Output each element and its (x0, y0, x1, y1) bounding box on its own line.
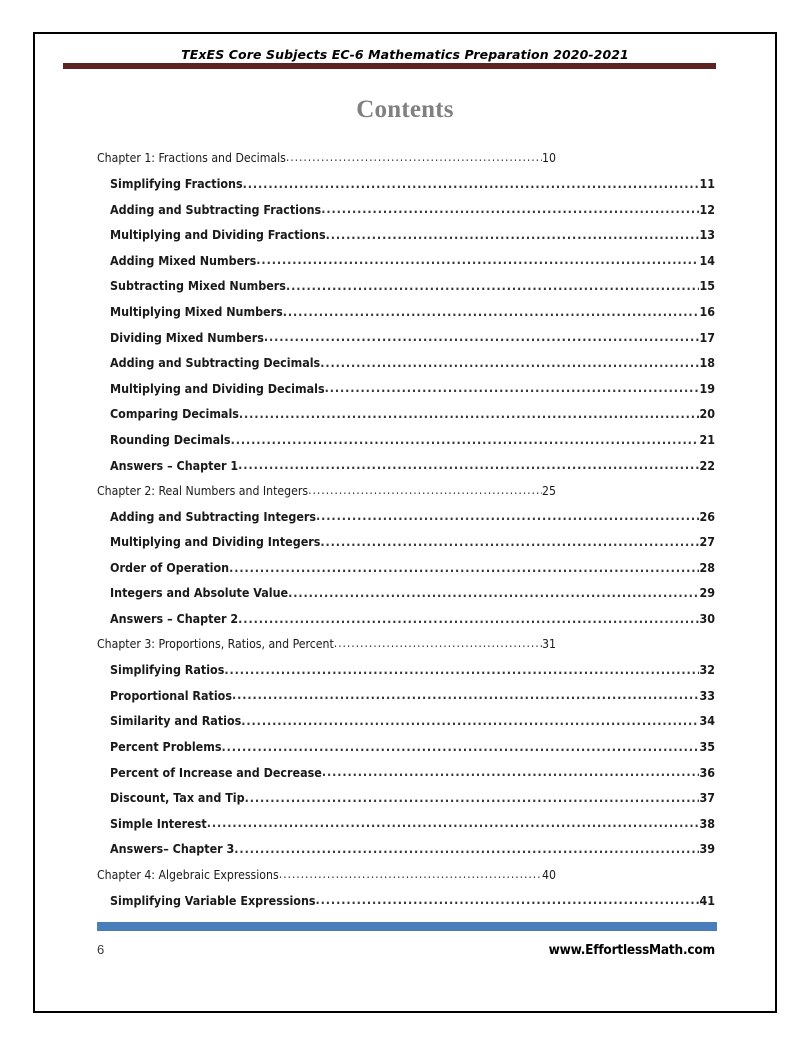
toc-entry-title: Chapter 1: Fractions and Decimals (97, 151, 286, 166)
toc-entry-title: Simple Interest (110, 815, 207, 831)
toc-section-entry[interactable] (35, 611, 775, 637)
toc-entry-title: Dividing Mixed Numbers (110, 329, 264, 345)
toc-entry-page-number: 36 (699, 764, 715, 780)
toc-entry-page-number: 25 (542, 483, 556, 498)
toc-entry-title: Answers– Chapter 3 (110, 841, 235, 857)
toc-entry-title: Adding and Subtracting Decimals (110, 355, 321, 371)
toc-section-entry[interactable] (35, 892, 775, 918)
toc-entry-page-number: 30 (699, 611, 715, 627)
toc-dot-leader (224, 662, 699, 674)
toc-entry-page-number: 41 (699, 892, 715, 908)
toc-dot-leader (286, 150, 542, 162)
toc-section-entry[interactable] (35, 662, 775, 688)
toc-section-entry[interactable] (35, 252, 775, 278)
toc-dot-leader (316, 892, 700, 904)
toc-section-entry[interactable] (35, 329, 775, 355)
toc-entry-page-number: 27 (699, 534, 715, 550)
toc-section-entry[interactable] (35, 304, 775, 330)
toc-entry-title: Multiplying and Dividing Fractions (110, 227, 326, 243)
toc-entry-title: Comparing Decimals (110, 406, 239, 422)
toc-section-entry[interactable] (35, 585, 775, 611)
toc-chapter-entry[interactable] (35, 867, 775, 893)
toc-entry-title: Rounding Decimals (110, 431, 231, 447)
toc-entry-title: Simplifying Ratios (110, 662, 225, 678)
page-footer (35, 942, 775, 972)
footer-divider-rule (97, 922, 717, 931)
toc-dot-leader (232, 687, 700, 699)
toc-dot-leader (207, 815, 700, 827)
header-divider-rule (63, 63, 716, 69)
toc-entry-title: Answers – Chapter 1 (110, 457, 239, 473)
toc-section-entry[interactable] (35, 176, 775, 202)
toc-dot-leader (264, 329, 700, 341)
toc-entry-title: Multiplying and Dividing Integers (110, 534, 321, 550)
toc-entry-title: Subtracting Mixed Numbers (110, 278, 286, 294)
toc-section-entry[interactable] (35, 355, 775, 381)
toc-entry-title: Similarity and Ratios (110, 713, 242, 729)
toc-dot-leader (308, 483, 542, 495)
toc-dot-leader (238, 611, 699, 623)
toc-entry-title: Adding and Subtracting Integers (110, 508, 317, 524)
toc-entry-page-number: 16 (699, 303, 715, 319)
toc-dot-leader (286, 278, 700, 290)
toc-entry-page-number: 39 (699, 841, 715, 857)
toc-entry-page-number: 14 (699, 252, 715, 268)
toc-section-entry[interactable] (35, 815, 775, 841)
toc-dot-leader (234, 841, 699, 853)
toc-dot-leader (245, 790, 700, 802)
toc-dot-leader (256, 252, 699, 264)
toc-entry-page-number: 31 (542, 637, 556, 652)
toc-dot-leader (222, 739, 700, 751)
toc-entry-title: Proportional Ratios (110, 687, 232, 703)
toc-entry-page-number: 38 (699, 815, 715, 831)
toc-entry-title: Adding Mixed Numbers (110, 252, 257, 268)
toc-entry-title: Chapter 3: Proportions, Ratios, and Percent (97, 637, 334, 652)
toc-dot-leader (326, 227, 700, 239)
toc-entry-page-number: 37 (699, 790, 715, 806)
toc-section-entry[interactable] (35, 739, 775, 765)
toc-dot-leader (229, 560, 699, 572)
toc-entry-title: Multiplying Mixed Numbers (110, 303, 283, 319)
footer-page-number: 6 (97, 942, 105, 957)
toc-entry-page-number: 18 (699, 355, 715, 371)
toc-entry-page-number: 34 (699, 713, 715, 729)
toc-entry-title: Chapter 2: Real Numbers and Integers (97, 483, 309, 498)
toc-section-entry[interactable] (35, 764, 775, 790)
toc-section-entry[interactable] (35, 457, 775, 483)
toc-dot-leader (334, 636, 542, 648)
toc-entry-page-number: 19 (699, 380, 715, 396)
toc-entry-page-number: 21 (699, 431, 715, 447)
toc-dot-leader (279, 867, 542, 879)
page-title: Contents (356, 96, 454, 123)
toc-entry-page-number: 20 (699, 406, 715, 422)
toc-dot-leader (321, 201, 699, 213)
toc-entry-title: Simplifying Fractions (110, 175, 243, 191)
toc-section-entry[interactable] (35, 508, 775, 534)
toc-section-entry[interactable] (35, 432, 775, 458)
toc-dot-leader (316, 508, 699, 520)
toc-chapter-entry[interactable] (35, 483, 775, 509)
toc-dot-leader (241, 713, 699, 725)
toc-entry-title: Percent Problems (110, 739, 222, 755)
toc-dot-leader (239, 406, 700, 418)
toc-section-entry[interactable] (35, 790, 775, 816)
toc-entry-page-number: 32 (699, 662, 715, 678)
toc-section-entry[interactable] (35, 227, 775, 253)
toc-dot-leader (243, 176, 700, 188)
toc-section-entry[interactable] (35, 380, 775, 406)
toc-entry-title: Simplifying Variable Expressions (110, 892, 316, 908)
toc-dot-leader (320, 534, 699, 546)
toc-entry-title: Percent of Increase and Decrease (110, 764, 322, 780)
toc-dot-leader (320, 355, 699, 367)
toc-dot-leader (283, 304, 700, 316)
running-header (35, 46, 775, 64)
toc-dot-leader (288, 585, 699, 597)
toc-entry-title: Discount, Tax and Tip (110, 790, 245, 806)
toc-dot-leader (322, 764, 700, 776)
toc-entry-page-number: 35 (699, 739, 715, 755)
toc-entry-title: Adding and Subtracting Fractions (110, 201, 322, 217)
toc-entry-page-number: 40 (542, 867, 556, 882)
document-page (33, 32, 777, 1013)
toc-entry-page-number: 33 (699, 687, 715, 703)
toc-entry-title: Answers – Chapter 2 (110, 611, 239, 627)
toc-section-entry[interactable] (35, 201, 775, 227)
toc-entry-page-number: 22 (699, 457, 715, 473)
table-of-contents (35, 150, 775, 918)
toc-entry-page-number: 28 (699, 559, 715, 575)
toc-entry-page-number: 15 (699, 278, 715, 294)
toc-entry-title: Integers and Absolute Value (110, 585, 289, 601)
toc-section-entry[interactable] (35, 278, 775, 304)
toc-entry-page-number: 12 (699, 201, 715, 217)
toc-dot-leader (238, 457, 699, 469)
toc-entry-page-number: 17 (699, 329, 715, 345)
toc-section-entry[interactable] (35, 841, 775, 867)
toc-entry-page-number: 29 (699, 585, 715, 601)
toc-entry-title: Chapter 4: Algebraic Expressions (97, 867, 279, 882)
toc-entry-page-number: 26 (699, 508, 715, 524)
toc-dot-leader (325, 380, 700, 392)
toc-entry-page-number: 13 (699, 227, 715, 243)
toc-entry-title: Multiplying and Dividing Decimals (110, 380, 325, 396)
toc-entry-title: Order of Operation (110, 559, 230, 575)
toc-entry-page-number: 11 (699, 175, 715, 191)
toc-section-entry[interactable] (35, 534, 775, 560)
toc-dot-leader (231, 432, 700, 444)
toc-entry-page-number: 10 (542, 151, 556, 166)
toc-section-entry[interactable] (35, 406, 775, 432)
toc-chapter-entry[interactable] (35, 636, 775, 662)
toc-section-entry[interactable] (35, 560, 775, 586)
toc-chapter-entry[interactable] (35, 150, 775, 176)
toc-section-entry[interactable] (35, 687, 775, 713)
running-header-title: TExES Core Subjects EC-6 Mathematics Preparation 2020-2021 (181, 47, 629, 62)
toc-section-entry[interactable] (35, 713, 775, 739)
footer-website-label: www.EffortlessMath.com (548, 942, 715, 958)
